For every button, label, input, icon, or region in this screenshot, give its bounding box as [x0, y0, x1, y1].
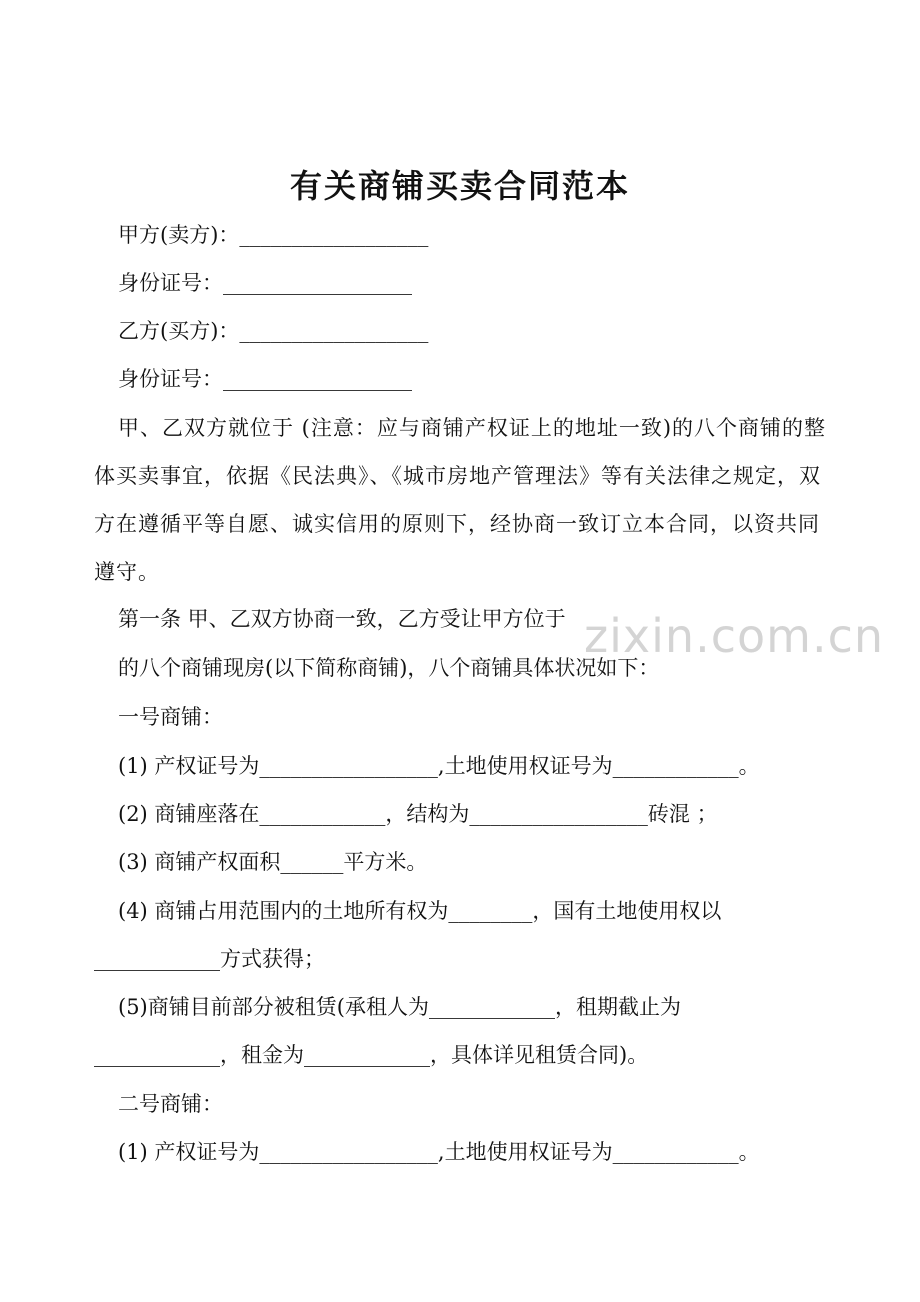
- shop-2-heading: 二号商铺：: [118, 1092, 223, 1116]
- party-b-line: 乙方(买方)：__________________: [118, 319, 429, 343]
- shop-1-item-4-line-1: (4) 商铺占用范围内的土地所有权为________，国有土地使用权以: [118, 899, 722, 923]
- shop-1-item-4-line-2: ____________方式获得；: [94, 947, 325, 971]
- shop-1-item-3: (3) 商铺产权面积______平方米。: [118, 850, 428, 874]
- document-title: 有关商铺买卖合同范本: [289, 167, 630, 205]
- watermark: zixin.com.cn: [584, 609, 885, 663]
- shop-1-item-1: (1) 产权证号为_________________,土地使用权证号为____________。: [118, 754, 760, 778]
- shop-1-item-5-line-2: ____________，租金为____________，具体详见租赁合同)。: [94, 1043, 649, 1067]
- shop-1-heading: 一号商铺：: [118, 705, 223, 729]
- article-1-line-2: 的八个商铺现房(以下简称商铺)，八个商铺具体状况如下：: [118, 656, 660, 680]
- id-number-b-line: 身份证号：__________________: [118, 367, 412, 391]
- shop-2-item-1: (1) 产权证号为_________________,土地使用权证号为____________。: [118, 1140, 760, 1164]
- shop-1-item-2: (2) 商铺座落在____________，结构为_________________砖混 ；: [118, 802, 718, 826]
- id-number-a-line: 身份证号：__________________: [118, 271, 412, 295]
- preamble-paragraph: 甲、乙双方就位于 (注意：应与商铺产权证上的地址一致)的八个商铺的整体买卖事宜，依据《民法典》、《城市房地产管理法》等有关法律之规定，双方在遵循平等自愿、诚实信用的原则下，经协商一致订立本合同，以资共同遵守。: [94, 416, 827, 584]
- shop-1-item-5-line-1: (5)商铺目前部分被租赁(承租人为____________，租期截止为: [118, 995, 681, 1019]
- party-a-line: 甲方(卖方)：__________________: [118, 223, 429, 247]
- article-1-line-1: 第一条 甲、乙双方协商一致，乙方受让甲方位于: [118, 607, 566, 631]
